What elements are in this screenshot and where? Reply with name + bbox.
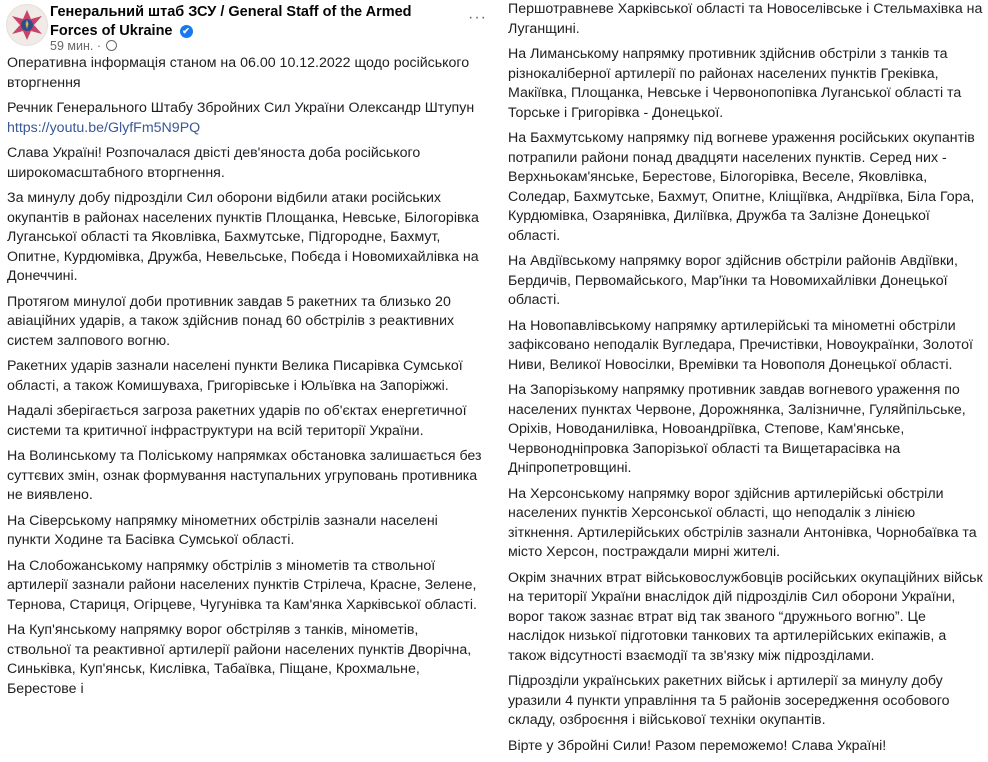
- post-paragraph: На Херсонському напрямку ворог здійснив артилерійські обстріли населених пунктів Херсонської області, що неподалік з лінією зіткнення. Артилерійських обстрілів зазнали Антонівка, Чорнобаївка та місто Херсон, постраждали мирні жителі.: [508, 485, 977, 560]
- post-paragraph: На Лиманському напрямку противник здійснив обстріли з танків та різнокаліберної артилерії по районах населених пунктів Греківка, Макіївка, Площанка, Невське і Червонопопівка Луганської області та Торське і Григорівка - Донецької.: [508, 46, 962, 121]
- verified-badge-icon: ✔: [180, 25, 193, 38]
- post-header: [0, 0, 488, 54]
- more-options-icon[interactable]: ···: [468, 9, 487, 26]
- post-timestamp[interactable]: 59 мин.: [50, 39, 94, 53]
- spokesperson-text: Речник Генерального Штабу Збройних Сил України Олександр Штупун: [7, 100, 475, 116]
- post-paragraph: Протягом минулої доби противник завдав 5 ракетних та близько 20 авіаційних ударів, а також здійснив понад 60 обстрілів з реактивних систем залпового вогню.: [7, 293, 455, 349]
- post-paragraph: За минулу добу підрозділи Сил оборони відбили атаки російських окупантів в районах населених пунктів Площанка, Невське, Білогорівка Луганської області та Яковлівка, Бахмутське, Підгородне, Бахмут, Опитне, Курдюмівка, Дружба, Невельське, Побєда і Новомихайлівка на Донеччині.: [7, 190, 479, 284]
- post-paragraph: На Куп'янському напрямку ворог обстріляв з танків, мінометів, ствольної та реактивної артилерії райони населених пунктів Дворічна, Синьківка, Куп'янськ, Кислівка, Табаївка, Піщане, Крохмальне, Берестове і: [7, 622, 472, 697]
- post-paragraph: Першотравневе Харківської області та Новоселівське і Стельмахівка на Луганщині.: [508, 1, 983, 37]
- post-paragraph: На Сіверському напрямку мінометних обстрілів зазнали населені пункти Ходине та Басівка Сумської області.: [7, 512, 438, 548]
- author-name[interactable]: Генеральний штаб ЗСУ / General Staff of the Armed Forces of Ukraine: [50, 4, 412, 39]
- post-meta: [50, 39, 117, 53]
- post-left-column: [0, 0, 488, 705]
- post-paragraph: На Волинському та Поліському напрямках обстановка залишається без суттєвих змін, ознак формування наступальних угруповань противника не виявлено.: [7, 448, 482, 503]
- post-paragraph: Вірте у Збройні Сили! Разом переможемо! Слава Україні!: [508, 737, 887, 754]
- post-paragraph: На Авдіївському напрямку ворог здійснив обстріли районів Авдіївки, Бердичів, Первомайського, Мар'їнки та Новомихайлівки Донецької області.: [508, 253, 958, 308]
- post-paragraph: Ракетних ударів зазнали населені пункти Велика Писарівка Сумської області, а також Комишуваха, Григорівське і Юльївка на Запоріжжі.: [7, 358, 463, 394]
- post-intro: Оперативна інформація станом на 06.00 10.12.2022 щодо російського вторгнення: [7, 55, 470, 91]
- post-spokesperson: [7, 99, 485, 138]
- post-paragraph: На Слобожанському напрямку обстрілів з мінометів та ствольної артилерії зазнали райони населених пунктів Стрілеча, Красне, Зелене, Тернова, Стариця, Огірцеве, Чугунівка та Кам'янка Харківської області.: [7, 557, 477, 613]
- meta-separator: ·: [96, 39, 101, 53]
- post-paragraph: Підрозділи українських ракетних військ і артилерії за минулу добу уразили 4 пункти управління та 5 районів зосередження особового складу, озброєння і військової техніки окупантів.: [508, 673, 950, 728]
- video-link[interactable]: https://youtu.be/GlyfFm5N9PQ: [7, 119, 201, 136]
- armed-forces-cross-emblem: [7, 5, 47, 45]
- post-paragraph: На Запорізькому напрямку противник завдав вогневого ураження по населених пунктах Червоне, Дорожнянка, Залізничне, Гуляйпільське, Оріхів, Новоданилівка, Новоандріївка, Степове, Кам'янське, Червонодніпровка Запорізької області та Вищетарасівка на Дніпропетровщині.: [508, 382, 966, 476]
- post-paragraph: Надалі зберігається загроза ракетних ударів по об'єктах енергетичної системи та критичної інфраструктури на всій території України.: [7, 403, 467, 439]
- post-paragraph: На Бахмутському напрямку під вогневе ураження російських окупантів потрапили райони понад двадцяти населених пунктів. Серед них - Верхньокам'янське, Берестове, Білогорівка, Веселе, Яковлівка, Соледар, Бахмутське, Бахмут, Опитне, Кліщіївка, Андріївка, Біла Гора, Курдюмівка, Озарянівка, Диліївка, Дружба та Залізне Донецької області.: [508, 130, 975, 244]
- globe-icon: [106, 40, 117, 51]
- page-name[interactable]: [50, 3, 450, 41]
- post-paragraph: Окрім значних втрат військовослужбовців російських окупаційних військ на території України внаслідок дій підрозділів Сил оборони України, ворог також зазнає втрат від так званого “дружнього вогню”. Це наслідок низької підготовки танкових та артилерійських екіпажів, а також відсутності взаємодії та зв'язку між підрозділами.: [508, 569, 983, 664]
- post-right-column: [494, 0, 988, 762]
- post-paragraph: На Новопавлівському напрямку артилерійські та мінометні обстріли зафіксовано неподалік Вугледара, Пречистівки, Новоукраїнки, Золотої Ниви, Великої Новосілки, Времівки та Новополя Донецької області.: [508, 317, 973, 373]
- post-paragraph: Слава Україні! Розпочалася двісті дев'яноста доба російського широкомасштабного вторгнення.: [7, 145, 421, 181]
- page-avatar[interactable]: [6, 4, 48, 46]
